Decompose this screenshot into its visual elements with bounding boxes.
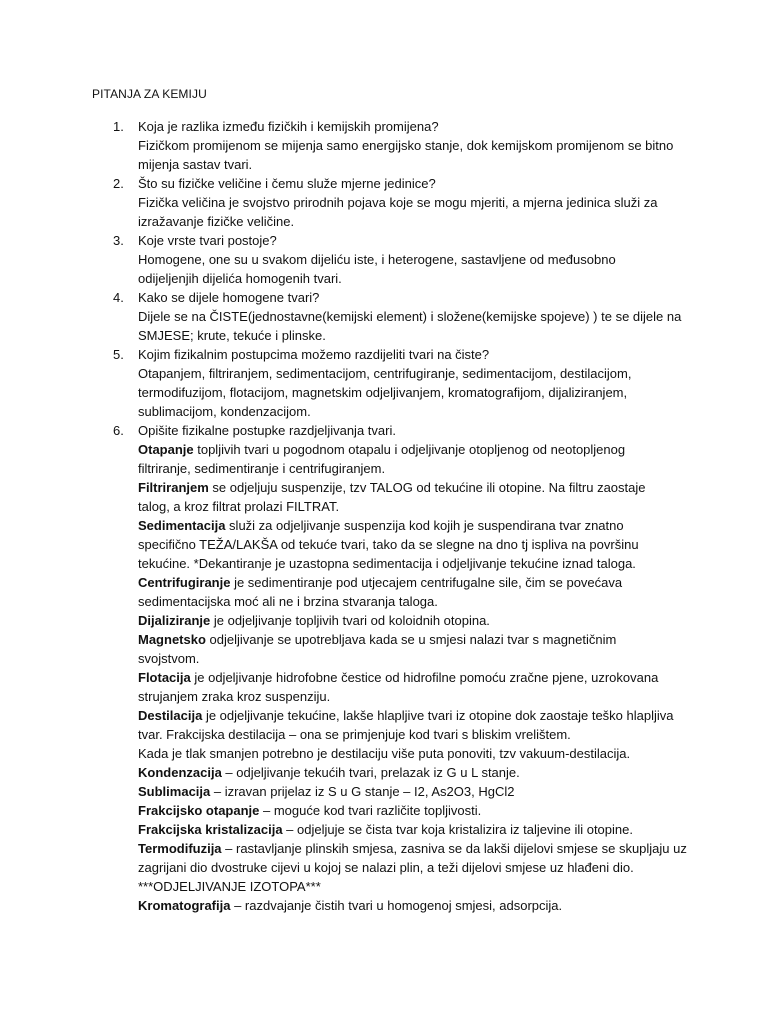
method-description: specifično TEŽA/LAKŠA od tekuće tvari, tako da se slegne na dno tj ispliva na površinu <box>138 537 639 552</box>
question-text: Kojim fizikalnim postupcima možemo razdijeliti tvari na čiste? <box>138 347 490 362</box>
method-description: – odjeljuje se čista tvar koja kristalizira iz taljevine ili otopine. <box>282 822 633 837</box>
method-description: sedimentacijska moć ali ne i brzina stvaranja taloga. <box>138 594 438 609</box>
method-line <box>138 573 622 592</box>
answer-line: mijenja sastav tvari. <box>138 157 253 172</box>
method-term: Centrifugiranje <box>138 575 231 590</box>
method-line <box>138 858 634 877</box>
method-line <box>138 516 624 535</box>
method-term: Frakcijska kristalizacija <box>138 822 283 837</box>
question-text: Kako se dijele homogene tvari? <box>138 290 320 305</box>
method-line <box>138 763 520 782</box>
method-description: odjeljivanje se upotrebljava kada se u smjesi nalazi tvar s magnetičnim <box>205 632 617 647</box>
question-number: 6. <box>113 423 124 438</box>
method-line <box>138 706 673 725</box>
method-line <box>138 535 639 554</box>
method-line <box>138 611 490 630</box>
method-term: Sublimacija <box>138 784 211 799</box>
method-description: topljivih tvari u pogodnom otapalu i odjeljivanje otopljenog od neotopljenog <box>193 442 626 457</box>
question-text: Što su fizičke veličine i čemu služe mjerne jedinice? <box>138 176 436 191</box>
document-title: PITANJA ZA KEMIJU <box>92 87 207 101</box>
answer-line: Otapanjem, filtriranjem, sedimentacijom, centrifugiranje, sedimentacijom, destilacijom, <box>138 366 632 381</box>
method-line <box>138 668 658 687</box>
method-line <box>138 459 385 478</box>
method-term: Filtriranjem <box>138 480 209 495</box>
answer-line: Homogene, one su u svakom dijeliću iste, i heterogene, sastavljene od međusobno <box>138 252 616 267</box>
method-term: Termodifuzija <box>138 841 222 856</box>
method-term: Kondenzacija <box>138 765 222 780</box>
answer-line: izražavanje fizičke veličine. <box>138 214 295 229</box>
method-line <box>138 478 646 497</box>
method-description: talog, a kroz filtrat prolazi FILTRAT. <box>138 499 340 514</box>
method-description: je sedimentiranje pod utjecajem centrifugalne sile, čim se povećava <box>230 575 623 590</box>
method-line <box>138 877 321 896</box>
method-term: Magnetsko <box>138 632 206 647</box>
method-term: Flotacija <box>138 670 191 685</box>
method-line <box>138 801 481 820</box>
method-description: – rastavljanje plinskih smjesa, zasniva se da lakši dijelovi smjese se skupljaju uz <box>221 841 687 856</box>
answer-line: Fizička veličina je svojstvo prirodnih pojava koje se mogu mjeriti, a mjerna jedinica služi za <box>138 195 658 210</box>
method-term: Kromatografija <box>138 898 231 913</box>
question-text: Koje vrste tvari postoje? <box>138 233 277 248</box>
method-line <box>138 440 625 459</box>
method-line <box>138 649 199 668</box>
question-number: 3. <box>113 233 124 248</box>
method-line <box>138 554 636 573</box>
method-term: Frakcijsko otapanje <box>138 803 260 818</box>
method-description: filtriranje, sedimentiranje i centrifugiranjem. <box>138 461 386 476</box>
method-description: tvar. Frakcijska destilacija – ona se primjenjuje kod tvari s bliskim vrelištem. <box>138 727 571 742</box>
method-line <box>138 497 339 516</box>
method-line <box>138 839 687 858</box>
method-description: strujanjem zraka kroz suspenziju. <box>138 689 331 704</box>
method-description: se odjeljuju suspenzije, tzv TALOG od tekućine ili otopine. Na filtru zaostaje <box>208 480 646 495</box>
method-description: Kada je tlak smanjen potrebno je destilaciju više puta ponoviti, tzv vakuum-destilacija. <box>138 746 631 761</box>
method-description: – moguće kod tvari različite topljivosti. <box>259 803 482 818</box>
method-description: zagrijani dio dvostruke cijevi u kojoj se nalazi plin, a teži dijelovi smjese uz hlađeni dio. <box>138 860 634 875</box>
method-line <box>138 744 630 763</box>
method-description: – razdvajanje čistih tvari u homogenoj smjesi, adsorpcija. <box>230 898 563 913</box>
question-text: Opišite fizikalne postupke razdjeljivanja tvari. <box>138 423 396 438</box>
question-number: 2. <box>113 176 124 191</box>
method-line <box>138 725 571 744</box>
method-line <box>138 896 562 915</box>
method-line <box>138 687 330 706</box>
method-description: je odjeljivanje topljivih tvari od koloidnih otopina. <box>210 613 490 628</box>
question-number: 4. <box>113 290 124 305</box>
method-line <box>138 630 616 649</box>
answer-line: Fizičkom promijenom se mijenja samo energijsko stanje, dok kemijskom promijenom se bitno <box>138 138 674 153</box>
method-term: Destilacija <box>138 708 203 723</box>
answer-line: termodifuzijom, flotacijom, magnetskim odjeljivanjem, kromatografijom, dijaliziranjem, <box>138 385 628 400</box>
method-term: Sedimentacija <box>138 518 226 533</box>
answer-line: sublimacijom, kondenzacijom. <box>138 404 311 419</box>
method-description: ***ODJELJIVANJE IZOTOPA*** <box>138 879 321 894</box>
answer-line: odijeljenjih dijelića homogenih tvari. <box>138 271 342 286</box>
method-description: svojstvom. <box>138 651 200 666</box>
question-number: 5. <box>113 347 124 362</box>
method-description: – izravan prijelaz iz S u G stanje – I2, As2O3, HgCl2 <box>210 784 515 799</box>
answer-line: Dijele se na ČISTE(jednostavne(kemijski element) i složene(kemijske spojeve) ) te se dijele na <box>138 309 682 324</box>
method-description: tekućine. *Dekantiranje je uzastopna sedimentacija i odjeljivanje tekućine iznad taloga. <box>138 556 636 571</box>
method-line <box>138 820 633 839</box>
method-description: je odjeljivanje tekućine, lakše hlapljive tvari iz otopine dok zaostaje teško hlapljiva <box>202 708 674 723</box>
method-term: Otapanje <box>138 442 194 457</box>
method-description: – odjeljivanje tekućih tvari, prelazak iz G u L stanje. <box>221 765 520 780</box>
answer-line: SMJESE; krute, tekuće i plinske. <box>138 328 326 343</box>
question-text: Koja je razlika između fizičkih i kemijskih promijena? <box>138 119 439 134</box>
method-line <box>138 782 514 801</box>
method-term: Dijaliziranje <box>138 613 211 628</box>
method-line <box>138 592 438 611</box>
question-number: 1. <box>113 119 124 134</box>
method-description: je odjeljivanje hidrofobne čestice od hidrofilne pomoću zračne pjene, uzrokovana <box>190 670 659 685</box>
method-description: služi za odjeljivanje suspenzija kod kojih je suspendirana tvar znatno <box>225 518 624 533</box>
